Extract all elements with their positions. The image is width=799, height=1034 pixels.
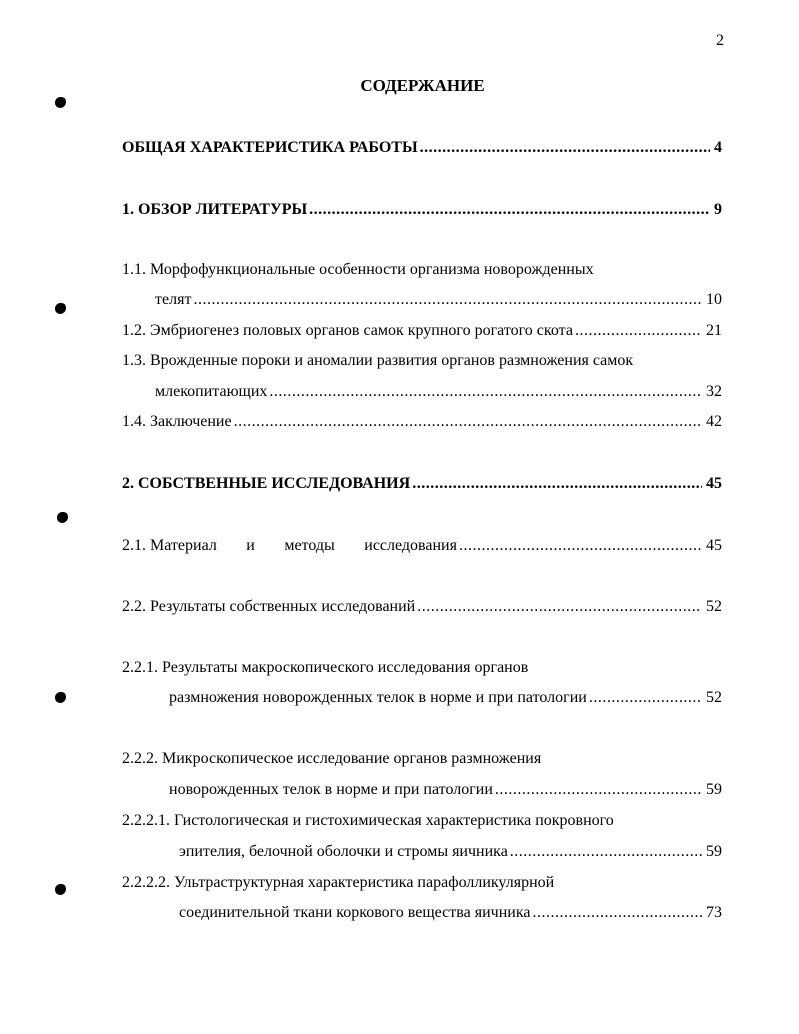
toc-entry-1-3-line1: 1.3. Врожденные пороки и аномалии развития органов размножения самок (122, 352, 634, 369)
toc-entry-2-1 (457, 536, 722, 556)
toc-entry-text: 2.2. Результаты собственных исследований (122, 598, 416, 615)
toc-entry-2-1-text (122, 536, 457, 556)
toc-entry-1-1 (155, 290, 722, 310)
toc-leader (309, 200, 710, 220)
toc-leader (510, 842, 702, 862)
toc-entry-2-2-1 (169, 688, 722, 708)
toc-entry-1-1-line1: 1.1. Морфофункциональные особенности организма новорожденных (122, 261, 594, 278)
toc-entry-text: 2. СОБСТВЕННЫЕ ИССЛЕДОВАНИЯ (122, 475, 411, 492)
toc-leader (532, 903, 702, 923)
toc-entry-general (122, 138, 722, 158)
toc-entry-2-2-2-2-line1: 2.2.2.2. Ультраструктурная характеристика парафолликулярной (122, 874, 555, 891)
toc-entry-2-2-2-1-line1: 2.2.2.1. Гистологическая и гистохимическая характеристика покровного (122, 812, 614, 829)
binding-hole-mark (55, 884, 66, 895)
toc-entry-text: новорожденных телок в норме и при патологии (169, 781, 493, 798)
toc-entry-text: 1.4. Заключение (122, 413, 232, 430)
toc-page: 45 (706, 475, 722, 492)
toc-page: 59 (706, 843, 722, 860)
toc-entry-chapter-1 (122, 200, 722, 220)
toc-page: 59 (706, 781, 722, 798)
binding-hole-mark (55, 97, 66, 108)
toc-entry-text: 1. ОБЗОР ЛИТЕРАТУРЫ (122, 201, 308, 218)
toc-entry-text: телят (155, 291, 192, 308)
toc-word: исследования (364, 537, 457, 554)
toc-page: 4 (714, 139, 722, 156)
toc-page: 45 (706, 537, 722, 554)
toc-leader (589, 688, 702, 708)
toc-entry-text: соединительной ткани коркового вещества яичника (179, 904, 531, 921)
toc-page: 52 (706, 689, 722, 706)
toc-leader (459, 536, 702, 556)
toc-entry-2-2 (122, 597, 722, 617)
page-title: СОДЕРЖАНИЕ (360, 76, 485, 95)
toc-entry-chapter-2 (122, 474, 722, 494)
toc-entry-text: размножения новорожденных телок в норме и при патологии (169, 689, 587, 706)
toc-word: методы (284, 537, 335, 554)
toc-leader (495, 780, 702, 800)
toc-page: 10 (706, 291, 722, 308)
toc-entry-1-4 (122, 412, 722, 432)
toc-leader (234, 412, 702, 432)
toc-page: 42 (706, 413, 722, 430)
toc-entry-2-2-2-2 (179, 903, 722, 923)
toc-page: 32 (706, 383, 722, 400)
binding-hole-mark (57, 512, 68, 523)
toc-entry-text: млекопитающих (155, 383, 268, 400)
toc-leader (193, 290, 702, 310)
toc-entry-1-3 (155, 382, 722, 402)
toc-entry-2-2-2-1 (179, 842, 722, 862)
toc-leader (575, 321, 702, 341)
toc-leader (269, 382, 702, 402)
toc-page: 9 (714, 201, 722, 218)
toc-page: 21 (706, 322, 722, 339)
toc-entry-2-2-1-line1: 2.2.1. Результаты макроскопического исследования органов (122, 659, 529, 676)
toc-entry-2-2-2 (169, 780, 722, 800)
toc-entry-text: эпителия, белочной оболочки и стромы яичника (179, 843, 508, 860)
toc-page: 52 (706, 598, 722, 615)
toc-entry-1-2 (122, 321, 722, 341)
toc-word: 2.1. Материал (122, 537, 217, 554)
toc-leader (412, 474, 702, 494)
toc-entry-2-2-2-line1: 2.2.2. Микроскопическое исследование органов размножения (122, 750, 542, 767)
toc-leader (417, 597, 702, 617)
binding-hole-mark (55, 692, 66, 703)
toc-page: 73 (706, 904, 722, 921)
binding-hole-mark (55, 303, 66, 314)
toc-leader (420, 138, 710, 158)
toc-entry-text: 1.2. Эмбриогенез половых органов самок крупного рогатого скота (122, 322, 573, 339)
toc-word: и (246, 537, 255, 554)
toc-entry-text: ОБЩАЯ ХАРАКТЕРИСТИКА РАБОТЫ (122, 139, 418, 156)
page-number: 2 (716, 32, 724, 49)
